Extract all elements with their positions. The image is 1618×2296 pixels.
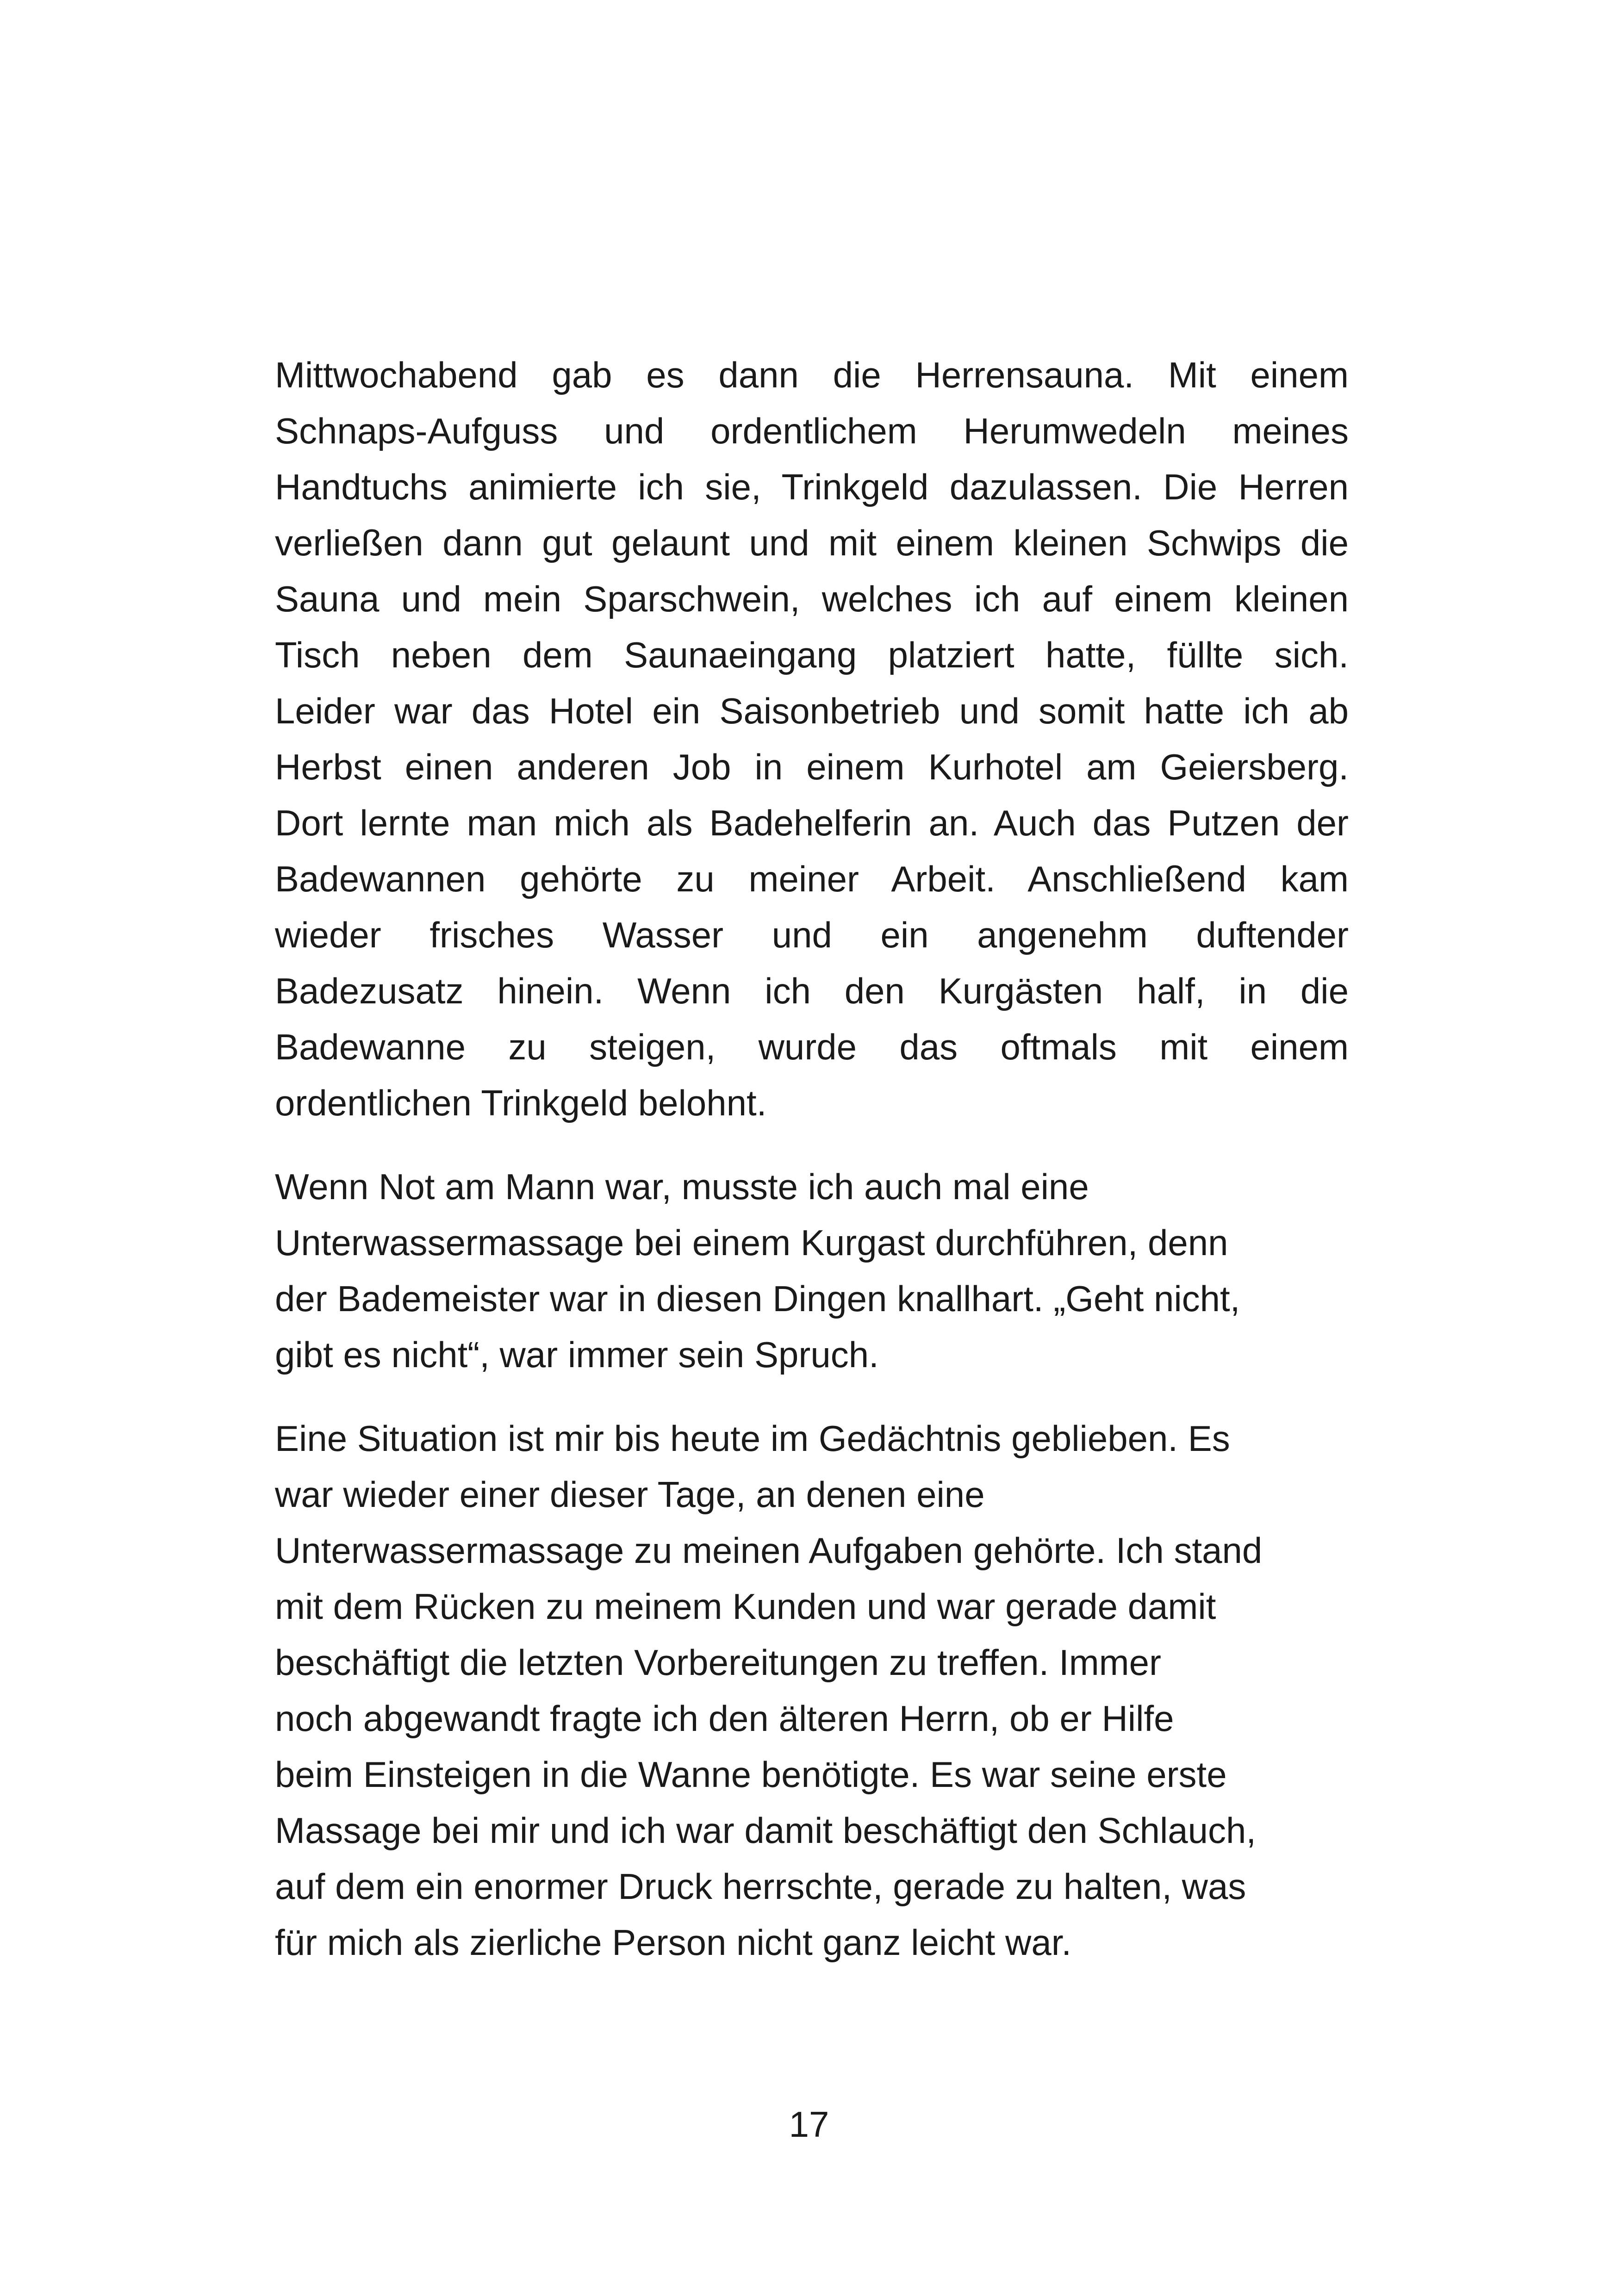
text-line: für mich als zierliche Person nicht ganz leicht war.: [275, 1922, 1072, 1963]
text-line: mit dem Rücken zu meinem Kunden und war gerade damit: [275, 1586, 1216, 1627]
text-line: Wenn Not am Mann war, musste ich auch mal eine: [275, 1166, 1089, 1207]
text-line: wieder frisches Wasser und ein angenehm duftender: [275, 915, 1349, 955]
paragraph-1: [275, 347, 1349, 1131]
paragraph-2: [275, 1159, 1349, 1383]
text-line: beim Einsteigen in die Wanne benötigte. Es war seine erste: [275, 1754, 1227, 1795]
text-line: Unterwassermassage zu meinen Aufgaben gehörte. Ich stand: [275, 1530, 1263, 1571]
text-line: Badewannen gehörte zu meiner Arbeit. Anschließend kam: [275, 859, 1349, 899]
text-line: Schnaps-Aufguss und ordentlichem Herumwedeln meines: [275, 411, 1349, 451]
text-line: noch abgewandt fragte ich den älteren Herrn, ob er Hilfe: [275, 1698, 1174, 1739]
text-line: Eine Situation ist mir bis heute im Gedächtnis geblieben. Es: [275, 1418, 1230, 1459]
text-line: Badezusatz hinein. Wenn ich den Kurgästen half, in die: [275, 971, 1349, 1011]
body-text: [275, 347, 1349, 1998]
text-line: Leider war das Hotel ein Saisonbetrieb und somit hatte ich ab: [275, 691, 1349, 731]
text-line: war wieder einer dieser Tage, an denen eine: [275, 1474, 985, 1515]
text-line: Handtuchs animierte ich sie, Trinkgeld dazulassen. Die Herren: [275, 467, 1349, 507]
text-line: beschäftigt die letzten Vorbereitungen zu treffen. Immer: [275, 1642, 1161, 1683]
text-line: verließen dann gut gelaunt und mit einem kleinen Schwips die: [275, 523, 1349, 563]
text-line: Massage bei mir und ich war damit beschäftigt den Schlauch,: [275, 1810, 1257, 1851]
text-line: gibt es nicht“, war immer sein Spruch.: [275, 1334, 879, 1375]
text-line: Unterwassermassage bei einem Kurgast durchführen, denn: [275, 1222, 1228, 1263]
text-line: Sauna und mein Sparschwein, welches ich auf einem kleinen: [275, 579, 1349, 619]
paragraph-3: [275, 1411, 1349, 1971]
text-line: Dort lernte man mich als Badehelferin an. Auch das Putzen der: [275, 803, 1349, 843]
text-line: Badewanne zu steigen, wurde das oftmals mit einem: [275, 1027, 1349, 1067]
text-line: ordentlichen Trinkgeld belohnt.: [275, 1083, 767, 1123]
text-line: Mittwochabend gab es dann die Herrensauna. Mit einem: [275, 355, 1349, 395]
text-line: Herbst einen anderen Job in einem Kurhotel am Geiersberg.: [275, 747, 1349, 787]
text-line: auf dem ein enormer Druck herrschte, gerade zu halten, was: [275, 1866, 1246, 1907]
text-line: Tisch neben dem Saunaeingang platziert hatte, füllte sich.: [275, 635, 1349, 675]
page-number: 17: [789, 2104, 829, 2145]
text-line: der Bademeister war in diesen Dingen knallhart. „Geht nicht,: [275, 1278, 1240, 1319]
